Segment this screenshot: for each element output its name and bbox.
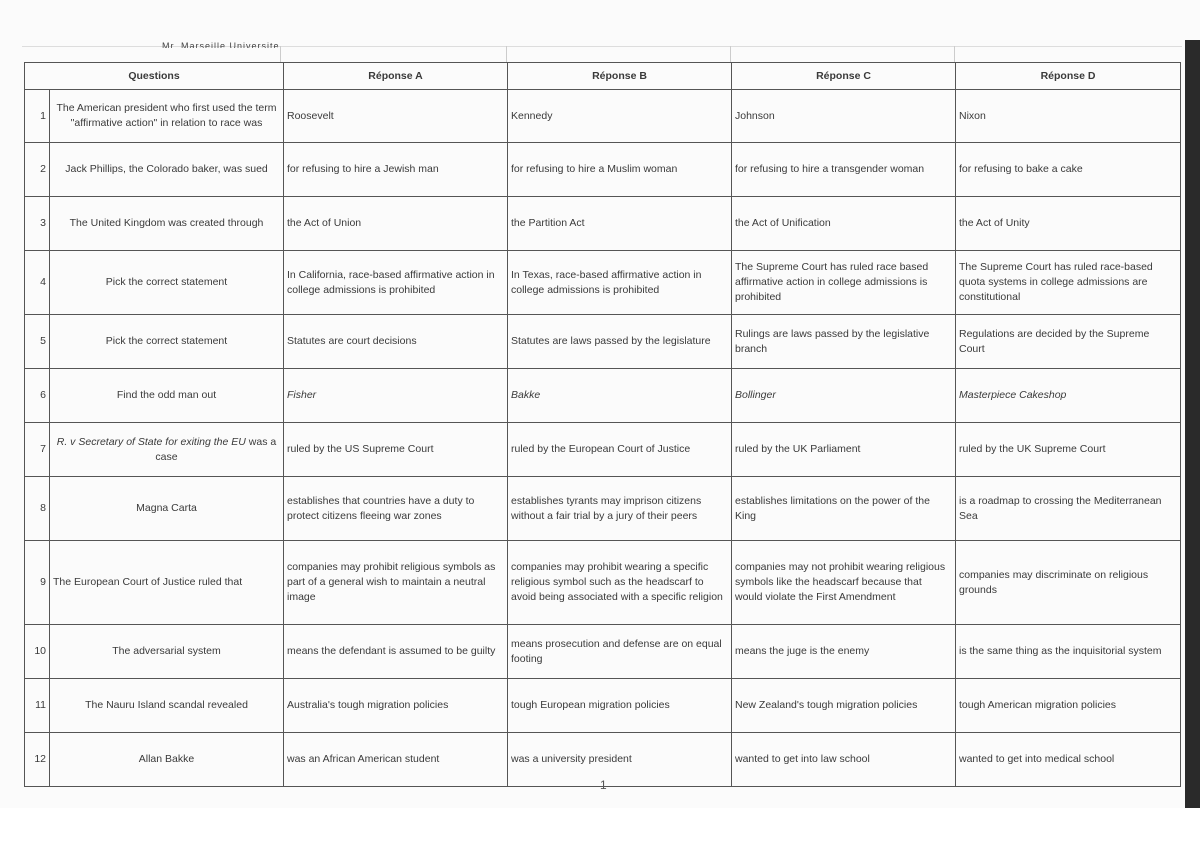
- header-questions: Questions: [25, 63, 284, 90]
- answer-d-cell: ruled by the UK Supreme Court: [956, 423, 1181, 477]
- question-cell: Pick the correct statement: [50, 315, 284, 369]
- answer-d-cell: tough American migration policies: [956, 679, 1181, 733]
- row-number: 6: [25, 369, 50, 423]
- table-row: [25, 197, 1181, 251]
- row-number: 2: [25, 143, 50, 197]
- table-row: [25, 251, 1181, 315]
- table-row: [25, 679, 1181, 733]
- answer-a-cell: Statutes are court decisions: [284, 315, 508, 369]
- answer-c-cell: companies may not prohibit wearing religious symbols like the headscarf because that would violate the First Amendment: [732, 541, 956, 625]
- question-cell: Pick the correct statement: [50, 251, 284, 315]
- row-number: 3: [25, 197, 50, 251]
- table-row: [25, 369, 1181, 423]
- question-cell: Magna Carta: [50, 477, 284, 541]
- answer-a-cell: Roosevelt: [284, 90, 508, 143]
- question-cell: The European Court of Justice ruled that: [50, 541, 284, 625]
- table-row: [25, 315, 1181, 369]
- row-number: 7: [25, 423, 50, 477]
- row-number: 12: [25, 733, 50, 787]
- answer-b-cell: ruled by the European Court of Justice: [508, 423, 732, 477]
- answer-a-cell: Australia's tough migration policies: [284, 679, 508, 733]
- answer-a-cell: In California, race-based affirmative action in college admissions is prohibited: [284, 251, 508, 315]
- header-answer-d: Réponse D: [956, 63, 1181, 90]
- answer-a-cell: for refusing to hire a Jewish man: [284, 143, 508, 197]
- header-divider: [954, 46, 955, 62]
- page-margin: [0, 808, 1200, 848]
- answer-b-cell: Statutes are laws passed by the legislature: [508, 315, 732, 369]
- answer-c-cell: Johnson: [732, 90, 956, 143]
- answer-d-cell: The Supreme Court has ruled race-based quota systems in college admissions are constitutional: [956, 251, 1181, 315]
- answer-b-cell: was a university president: [508, 733, 732, 787]
- answer-b-cell: establishes tyrants may imprison citizens without a fair trial by a jury of their peers: [508, 477, 732, 541]
- answer-b-cell: for refusing to hire a Muslim woman: [508, 143, 732, 197]
- answer-d-cell: is a roadmap to crossing the Mediterranean Sea: [956, 477, 1181, 541]
- question-cell: The adversarial system: [50, 625, 284, 679]
- answer-b-cell: Bakke: [508, 369, 732, 423]
- row-number: 10: [25, 625, 50, 679]
- row-number: 1: [25, 90, 50, 143]
- answer-c-cell: for refusing to hire a transgender woman: [732, 143, 956, 197]
- quiz-table: [24, 62, 1181, 787]
- answer-c-cell: wanted to get into law school: [732, 733, 956, 787]
- table-row: [25, 477, 1181, 541]
- answer-d-cell: companies may discriminate on religious grounds: [956, 541, 1181, 625]
- answer-a-cell: means the defendant is assumed to be guilty: [284, 625, 508, 679]
- answer-b-cell: means prosecution and defense are on equal footing: [508, 625, 732, 679]
- answer-b-cell: companies may prohibit wearing a specific religious symbol such as the headscarf to avoid being associated with a specific religion: [508, 541, 732, 625]
- question-cell: The Nauru Island scandal revealed: [50, 679, 284, 733]
- answer-d-cell: is the same thing as the inquisitorial system: [956, 625, 1181, 679]
- answer-c-cell: The Supreme Court has ruled race based affirmative action in college admissions is prohibited: [732, 251, 956, 315]
- question-cell: The American president who first used the term "affirmative action" in relation to race was: [50, 90, 284, 143]
- answer-b-cell: In Texas, race-based affirmative action in college admissions is prohibited: [508, 251, 732, 315]
- answer-c-cell: ruled by the UK Parliament: [732, 423, 956, 477]
- answer-c-cell: means the juge is the enemy: [732, 625, 956, 679]
- row-number: 5: [25, 315, 50, 369]
- table-row: [25, 90, 1181, 143]
- answer-c-cell: the Act of Unification: [732, 197, 956, 251]
- page-number: 1: [600, 778, 607, 792]
- header-divider: [506, 46, 507, 62]
- question-suffix: was a case: [155, 435, 277, 463]
- header-row: [25, 63, 1181, 90]
- case-name: R. v Secretary of State for exiting the EU: [56, 435, 246, 448]
- answer-d-cell: Regulations are decided by the Supreme Court: [956, 315, 1181, 369]
- answer-d-cell: Nixon: [956, 90, 1181, 143]
- answer-a-cell: was an African American student: [284, 733, 508, 787]
- answer-c-cell: Bollinger: [732, 369, 956, 423]
- scan-edge-shadow: [1185, 40, 1200, 808]
- answer-d-cell: wanted to get into medical school: [956, 733, 1181, 787]
- header-answer-c: Réponse C: [732, 63, 956, 90]
- row-number: 4: [25, 251, 50, 315]
- cut-off-header: [22, 42, 1182, 62]
- question-cell: Find the odd man out: [50, 369, 284, 423]
- answer-b-cell: tough European migration policies: [508, 679, 732, 733]
- answer-a-cell: ruled by the US Supreme Court: [284, 423, 508, 477]
- answer-a-cell: the Act of Union: [284, 197, 508, 251]
- answer-d-cell: for refusing to bake a cake: [956, 143, 1181, 197]
- answer-a-cell: companies may prohibit religious symbols as part of a general wish to maintain a neutral image: [284, 541, 508, 625]
- header-divider: [280, 46, 281, 62]
- header-fragment-text: Mr. Marseille Universite: [162, 42, 280, 48]
- answer-b-cell: the Partition Act: [508, 197, 732, 251]
- header-divider: [730, 46, 731, 62]
- answer-c-cell: establishes limitations on the power of the King: [732, 477, 956, 541]
- row-number: 11: [25, 679, 50, 733]
- header-answer-a: Réponse A: [284, 63, 508, 90]
- table-row: [25, 625, 1181, 679]
- table-row: [25, 541, 1181, 625]
- answer-c-cell: Rulings are laws passed by the legislative branch: [732, 315, 956, 369]
- row-number: 9: [25, 541, 50, 625]
- table-row: [25, 423, 1181, 477]
- answer-d-cell: the Act of Unity: [956, 197, 1181, 251]
- answer-c-cell: New Zealand's tough migration policies: [732, 679, 956, 733]
- answer-a-cell: establishes that countries have a duty to protect citizens fleeing war zones: [284, 477, 508, 541]
- answer-b-cell: Kennedy: [508, 90, 732, 143]
- answer-a-cell: Fisher: [284, 369, 508, 423]
- table-row: [25, 143, 1181, 197]
- answer-d-cell: Masterpiece Cakeshop: [956, 369, 1181, 423]
- question-cell: The United Kingdom was created through: [50, 197, 284, 251]
- header-answer-b: Réponse B: [508, 63, 732, 90]
- question-cell: Jack Phillips, the Colorado baker, was sued: [50, 143, 284, 197]
- question-cell: Allan Bakke: [50, 733, 284, 787]
- question-cell: [50, 423, 284, 477]
- row-number: 8: [25, 477, 50, 541]
